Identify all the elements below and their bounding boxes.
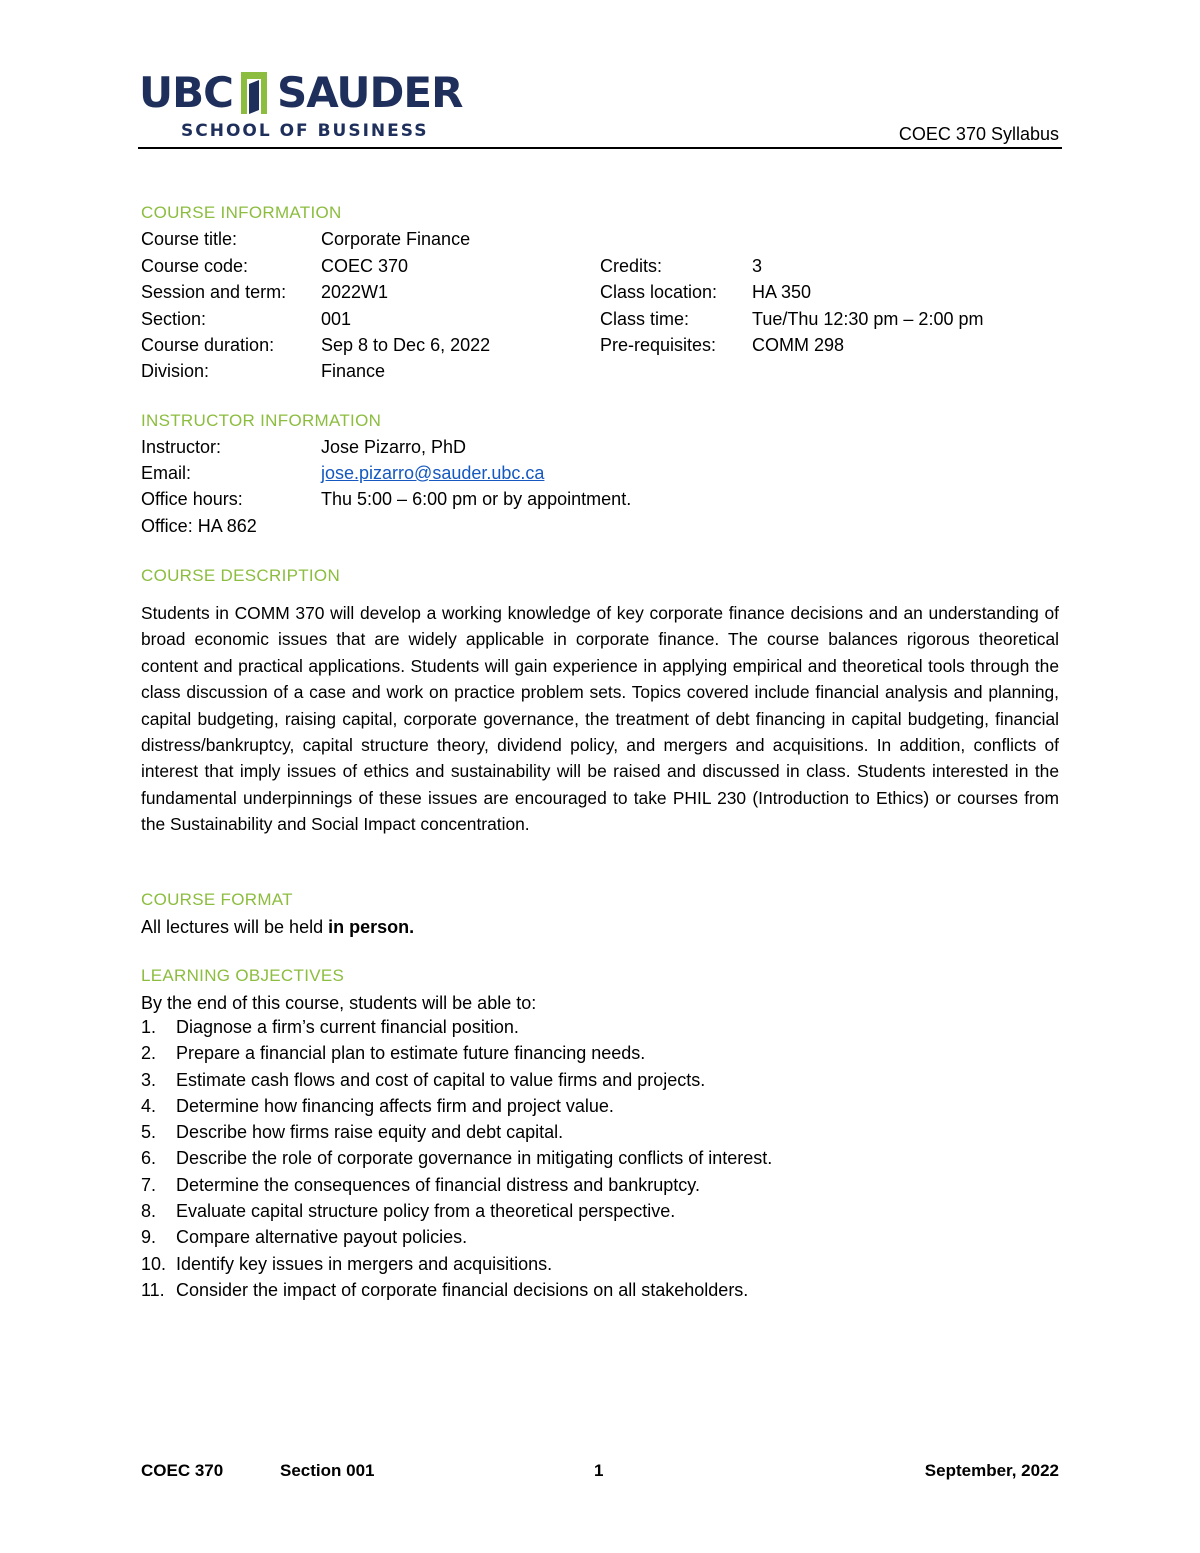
learning-objectives-heading: LEARNING OBJECTIVES <box>141 966 345 985</box>
info-row-division <box>141 361 1061 387</box>
info-value: Sep 8 to Dec 6, 2022 <box>321 335 491 355</box>
list-number: 2. <box>141 1043 157 1064</box>
list-item <box>141 1201 1041 1227</box>
list-text: Diagnose a firm’s current financial position. <box>176 1017 519 1037</box>
office-hours-row <box>141 489 1061 515</box>
list-text: Evaluate capital structure policy from a theoretical perspective. <box>176 1201 676 1222</box>
footer-course: COEC 370 <box>141 1461 224 1480</box>
list-text: Describe the role of corporate governance in mitigating conflicts of interest. <box>176 1148 773 1169</box>
course-description-heading: COURSE DESCRIPTION <box>141 566 341 585</box>
list-text: Prepare a financial plan to estimate future financing needs. <box>176 1043 646 1064</box>
footer-date: September, 2022 <box>924 1461 1059 1480</box>
footer-page-number: 1 <box>594 1461 604 1480</box>
list-text: Determine the consequences of financial distress and bankruptcy. <box>176 1174 700 1195</box>
list-number: 4. <box>141 1095 157 1116</box>
info-label: Office hours: <box>141 489 243 509</box>
course-format-heading: COURSE FORMAT <box>141 890 293 909</box>
info-label: Section: <box>141 309 207 329</box>
list-item <box>141 1070 1041 1096</box>
info-value: Tue/Thu 12:30 pm – 2:00 pm <box>752 309 984 329</box>
list-text: Determine how financing affects firm and project value. <box>176 1095 614 1116</box>
list-item <box>141 1148 1041 1174</box>
instructor-row <box>141 437 1061 463</box>
info-label: Course code: <box>141 256 249 276</box>
info-label: Division: <box>141 361 210 381</box>
info-value: COEC 370 <box>321 256 409 276</box>
header-divider <box>138 147 1062 149</box>
info-row-section <box>141 309 1061 335</box>
course-format-text <box>141 917 414 938</box>
office-hours-value: Thu 5:00 – 6:00 pm or by appointment. <box>321 489 632 509</box>
info-value: Finance <box>321 361 386 381</box>
info-label: Credits: <box>600 256 663 276</box>
course-format-emphasis: in person. <box>328 917 415 937</box>
list-number: 5. <box>141 1122 157 1143</box>
info-label: Instructor: <box>141 437 222 457</box>
list-text: Consider the impact of corporate financial decisions on all stakeholders. <box>176 1279 749 1300</box>
email-row <box>141 463 1061 489</box>
list-number: 1. <box>141 1017 157 1037</box>
list-number: 10. <box>141 1253 167 1274</box>
office-location: Office: HA 862 <box>141 516 257 536</box>
learning-objectives-list <box>141 1017 1041 1306</box>
list-item <box>141 1096 1041 1122</box>
info-value: 2022W1 <box>321 282 389 302</box>
info-value: 001 <box>321 309 352 329</box>
list-item <box>141 1043 1041 1069</box>
list-number: 7. <box>141 1174 157 1195</box>
list-text: Compare alternative payout policies. <box>176 1227 468 1248</box>
list-item <box>141 1017 1041 1043</box>
info-label: Class time: <box>600 309 690 329</box>
info-label: Class location: <box>600 282 718 302</box>
ubc-sauder-logo <box>139 68 469 146</box>
info-label: Course title: <box>141 229 238 249</box>
ubc-gate-icon <box>241 72 267 114</box>
info-label: Pre-requisites: <box>600 335 717 355</box>
list-number: 11. <box>141 1279 165 1300</box>
list-number: 8. <box>141 1201 157 1222</box>
logo-subtitle: SCHOOL OF BUSINESS <box>181 121 429 141</box>
document-label: COEC 370 Syllabus <box>898 124 1059 144</box>
instructor-name: Jose Pizarro, PhD <box>321 437 467 457</box>
list-item <box>141 1122 1041 1148</box>
list-number: 3. <box>141 1069 157 1090</box>
info-value: 3 <box>752 256 763 276</box>
footer-section: Section 001 <box>280 1461 375 1480</box>
list-text: Identify key issues in mergers and acquisitions. <box>176 1253 553 1274</box>
info-row-course-code <box>141 256 1061 282</box>
info-label: Course duration: <box>141 335 275 355</box>
list-text: Estimate cash flows and cost of capital to value firms and projects. <box>176 1069 706 1090</box>
list-number: 9. <box>141 1227 157 1248</box>
instructor-information-heading: INSTRUCTOR INFORMATION <box>141 411 382 430</box>
logo-word-ubc: UBC <box>139 68 233 117</box>
info-row-course-title <box>141 229 1061 255</box>
course-description-text: Students in COMM 370 will develop a working knowledge of key corporate finance decisions and an understanding of broad economic issues that are widely applicable in corporate finance. The course balances rigorous theoretical content and practical applications. Students will gain experience in applying empirical and theoretical tools through the class discussion of a case and work on practice problem sets. Topics covered include financial analysis and planning, capital budgeting, raising capital, corporate governance, the treatment of debt financing in capital budgeting, financial distress/bankruptcy, capital structure theory, dividend policy, and mergers and acquisitions. In addition, conflicts of interest that imply issues of ethics and sustainability will be raised and discussed in class. Students interested in the fundamental underpinnings of these issues are encouraged to take PHIL 230 (Introduction to Ethics) or courses from the Sustainability and Social Impact concentration. <box>141 603 1059 835</box>
list-number: 6. <box>141 1148 157 1169</box>
logo-wordmark <box>139 68 462 118</box>
list-item <box>141 1175 1041 1201</box>
course-information-heading: COURSE INFORMATION <box>141 203 342 222</box>
list-text: Describe how firms raise equity and debt capital. <box>176 1122 564 1143</box>
list-item <box>141 1227 1041 1253</box>
logo-word-sauder: SAUDER <box>276 68 463 117</box>
info-value: HA 350 <box>752 282 812 302</box>
info-row-session <box>141 282 1061 308</box>
info-value: Corporate Finance <box>321 229 471 249</box>
info-value: COMM 298 <box>752 335 845 355</box>
info-label: Session and term: <box>141 282 287 302</box>
info-label: Email: <box>141 463 192 483</box>
instructor-email-link[interactable]: jose.pizarro@sauder.ubc.ca <box>321 463 545 483</box>
office-row <box>141 516 1061 542</box>
list-item <box>141 1254 1041 1280</box>
list-item <box>141 1280 1041 1306</box>
info-row-duration <box>141 335 1061 361</box>
learning-objectives-intro: By the end of this course, students will be able to: <box>141 993 537 1013</box>
course-format-lead: All lectures will be held <box>141 917 329 937</box>
